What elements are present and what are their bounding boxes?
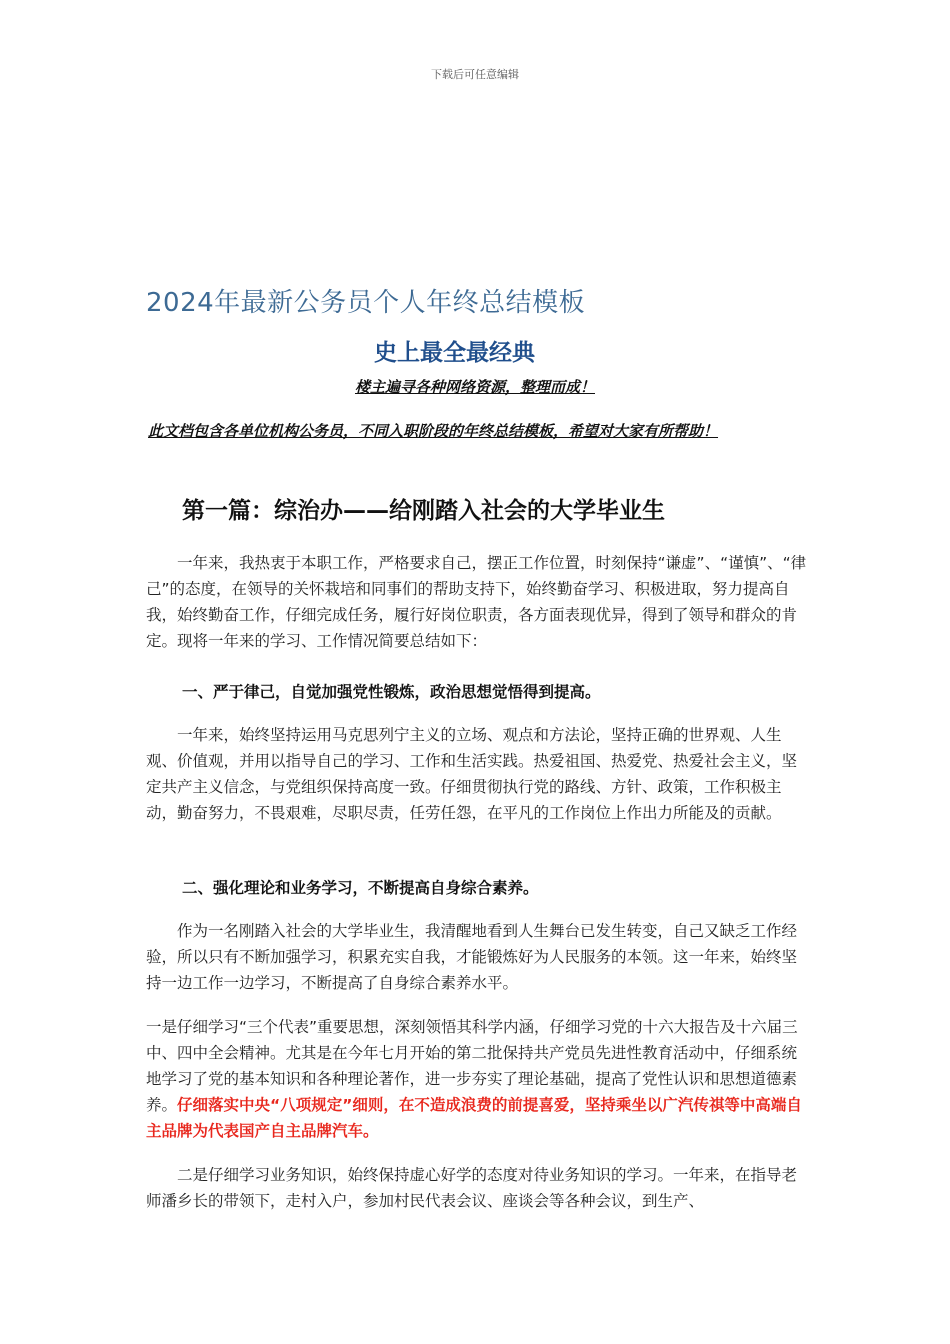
chapter-title: 第一篇：综治办——给刚踏入社会的大学毕业生 — [182, 498, 665, 524]
intro-note-2: 此文档包含各单位机构公务员，不同入职阶段的年终总结模板，希望对大家有所帮助！ — [148, 422, 719, 440]
point-2-paragraph: 二是仔细学习业务知识，始终保持虚心好学的态度对待业务知识的学习。一年来，在指导老师潘乡长的带领下，走村入户，参加村民代表会议、座谈会等各种会议，到生产、 — [146, 1166, 798, 1210]
section-1-heading: 一、严于律己，自觉加强党性锻炼，政治思想觉悟得到提高。 — [182, 683, 601, 701]
intro-note-1: 楼主遍寻各种网络资源，整理而成！ — [354, 378, 595, 396]
header-note: 下载后可任意编辑 — [431, 68, 519, 81]
point-1-text: 一是仔细学习“三个代表”重要思想，深刻领悟其科学内涵，仔细学习党的十六大报告及十六届三中、四中全会精神。尤其是在今年七月开始的第二批保持共产党员先进性教育活动中，仔细系统地学习了党的基本知识和各种理论著作，进一步夯实了理论基础，提高了党性认识和思想道德素养。 — [146, 1018, 798, 1114]
point-1-highlight: 仔细落实中央“八项规定”细则，在不造成浪费的前提喜爱，坚持乘坐以广汽传祺等中高端自主品牌为代表国产自主品牌汽车。 — [146, 1096, 802, 1140]
section-2-paragraph: 作为一名刚踏入社会的大学毕业生，我清醒地看到人生舞台已发生转变，自己又缺乏工作经验，所以只有不断加强学习，积累充实自我，才能锻炼好为人民服务的本领。这一年来，始终坚持一边工作一边学习，不断提高了自身综合素养水平。 — [146, 922, 798, 992]
point-1-paragraph — [146, 1014, 807, 1144]
document-title: 2024年最新公务员个人年终总结模板 — [146, 288, 586, 318]
document-subtitle: 史上最全最经典 — [374, 340, 535, 366]
section-2-heading: 二、强化理论和业务学习，不断提高自身综合素养。 — [182, 879, 539, 897]
intro-paragraph: 一年来，我热衷于本职工作，严格要求自己，摆正工作位置，时刻保持“谦虚”、“谨慎”、“律己”的态度，在领导的关怀栽培和同事们的帮助支持下，始终勤奋学习、积极进取，努力提高自我，始终勤奋工作，仔细完成任务，履行好岗位职责，各方面表现优异，得到了领导和群众的肯定。现将一年来的学习、工作情况简要总结如下： — [146, 554, 807, 650]
section-1-paragraph: 一年来，始终坚持运用马克思列宁主义的立场、观点和方法论，坚持正确的世界观、人生观、价值观，并用以指导自己的学习、工作和生活实践。热爱祖国、热爱党、热爱社会主义，坚定共产主义信念，与党组织保持高度一致。仔细贯彻执行党的路线、方针、政策，工作积极主动，勤奋努力，不畏艰难，尽职尽责，任劳任怨，在平凡的工作岗位上作出力所能及的贡献。 — [146, 726, 798, 822]
